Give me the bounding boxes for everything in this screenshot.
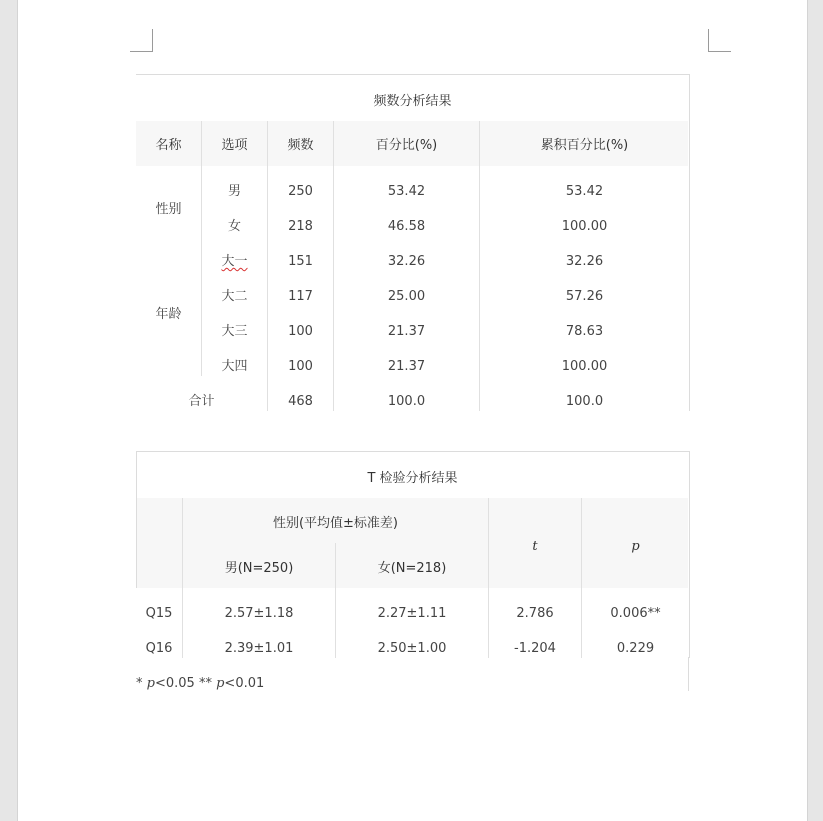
footnote-p: p <box>216 676 225 691</box>
significance-footnote <box>136 672 264 696</box>
option-cell: 大二 <box>221 289 248 304</box>
header-name: 名称 <box>155 138 182 153</box>
male-stat-cell: 2.57±1.18 <box>224 606 294 621</box>
p-value-cell: 0.006** <box>610 606 661 621</box>
percent-cell: 46.58 <box>387 219 426 234</box>
table-edge-line <box>688 657 689 691</box>
footnote-threshold-1: <0.05 ** <box>154 676 212 691</box>
p-value-cell: 0.229 <box>616 641 655 656</box>
row-label: Q15 <box>145 606 173 621</box>
total-percent: 100.0 <box>387 394 426 409</box>
frequency-table-title: 频数分析结果 <box>373 94 452 109</box>
percent-cell: 25.00 <box>387 289 426 304</box>
percent-cell: 32.26 <box>387 254 426 269</box>
cumulative-cell: 32.26 <box>565 254 604 269</box>
ttest-table <box>136 451 690 658</box>
header-percent: 百分比(%) <box>375 138 438 153</box>
ttest-table-title: T 检验分析结果 <box>367 471 458 486</box>
header-t: t <box>532 539 538 554</box>
total-label: 合计 <box>188 394 215 409</box>
count-cell: 100 <box>288 359 313 374</box>
header-cumulative-percent: 累积百分比(%) <box>540 138 629 153</box>
option-cell: 大三 <box>221 324 248 339</box>
t-value-cell: -1.204 <box>514 641 556 656</box>
option-cell: 大四 <box>221 359 248 374</box>
percent-cell: 21.37 <box>387 359 426 374</box>
percent-cell: 21.37 <box>387 324 426 339</box>
cumulative-cell: 78.63 <box>565 324 604 339</box>
cumulative-cell: 100.00 <box>561 219 608 234</box>
group-label-gender: 性别 <box>155 202 182 217</box>
male-stat-cell: 2.39±1.01 <box>224 641 294 656</box>
count-cell: 151 <box>288 254 313 269</box>
margin-corner-top-left <box>130 29 153 52</box>
percent-cell: 53.42 <box>387 184 426 199</box>
spellcheck-underlined-text[interactable]: 大一 <box>221 254 248 269</box>
count-cell: 250 <box>288 184 313 199</box>
female-stat-cell: 2.50±1.00 <box>377 641 447 656</box>
footnote-p: p <box>146 676 155 691</box>
t-value-cell: 2.786 <box>516 606 554 621</box>
cumulative-cell: 57.26 <box>565 289 604 304</box>
footnote-threshold-2: <0.01 <box>224 676 265 691</box>
footnote-star: * <box>136 676 143 691</box>
header-option: 选项 <box>221 138 248 153</box>
cumulative-cell: 53.42 <box>565 184 604 199</box>
group-label-age: 年龄 <box>155 307 182 322</box>
row-label: Q16 <box>145 641 173 656</box>
count-cell: 117 <box>288 289 313 304</box>
count-cell: 100 <box>288 324 313 339</box>
subheader-female: 女(N=218) <box>377 561 447 576</box>
option-cell <box>202 244 267 279</box>
total-cumulative: 100.0 <box>565 394 604 409</box>
header-p: p <box>631 539 640 554</box>
count-cell: 218 <box>288 219 313 234</box>
frequency-table <box>136 74 690 411</box>
option-cell: 女 <box>227 219 241 234</box>
margin-corner-top-right <box>708 29 731 52</box>
total-count: 468 <box>288 394 313 409</box>
cumulative-cell: 100.00 <box>561 359 608 374</box>
subheader-male: 男(N=250) <box>224 561 294 576</box>
female-stat-cell: 2.27±1.11 <box>377 606 447 621</box>
group-header-gender: 性别(平均值±标准差) <box>272 516 399 531</box>
header-frequency: 频数 <box>287 138 314 153</box>
option-cell: 男 <box>227 184 241 199</box>
